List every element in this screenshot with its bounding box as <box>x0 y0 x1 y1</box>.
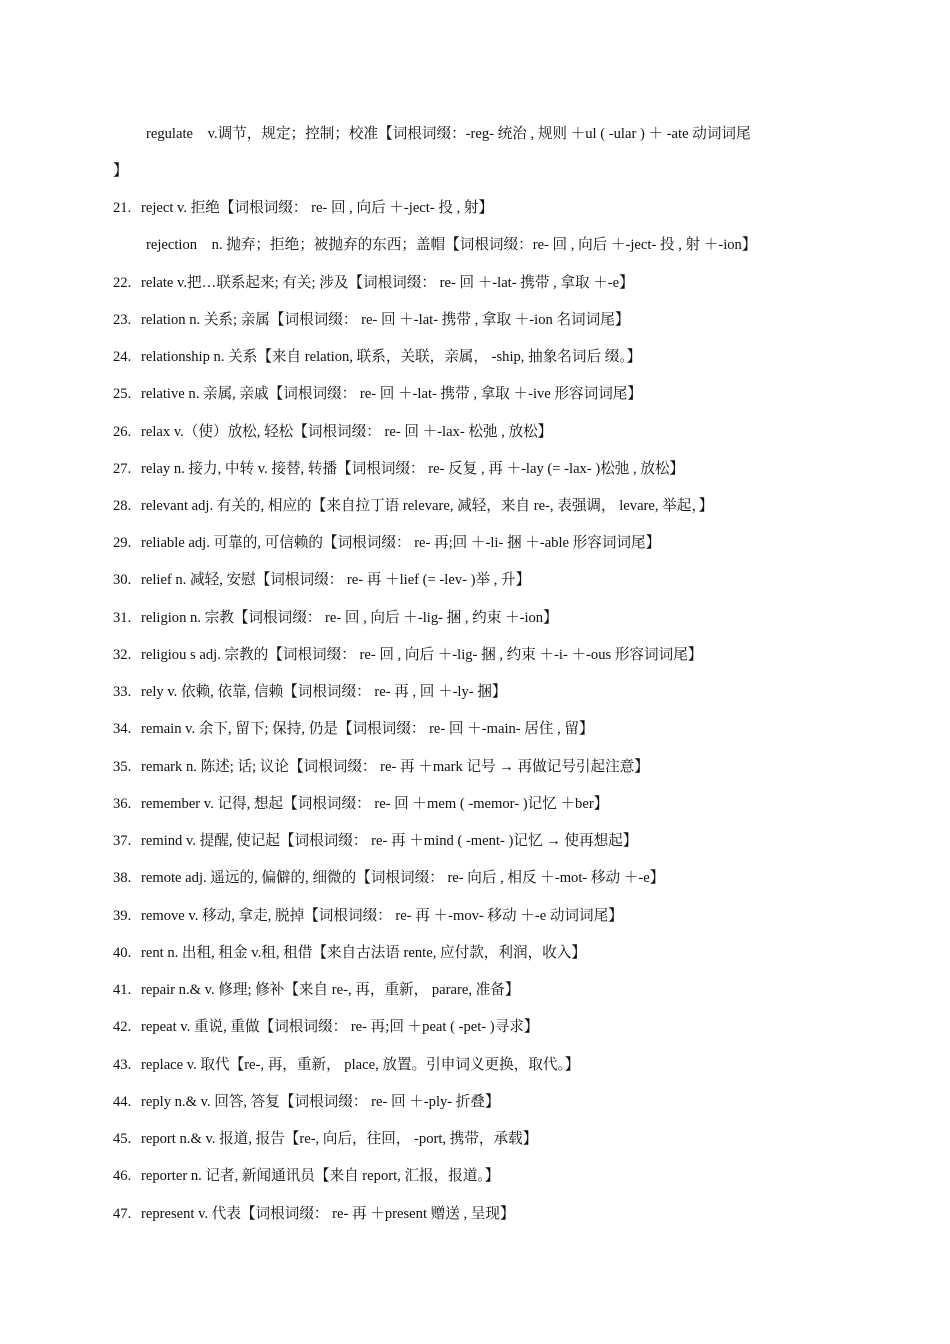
entry-29: 29. reliable adj. 可靠的, 可信赖的【词根词缀： re- 再;回 ＋-li- 捆 ＋-able 形容词词尾】 <box>113 535 661 551</box>
entry-34: 34. remain v. 余下, 留下; 保持, 仍是【词根词缀： re- 回 ＋-main- 居住 , 留】 <box>113 721 594 737</box>
entry-35: 35. remark n. 陈述; 话; 议论【词根词缀： re- 再 ＋mark 记号 → 再做记号引起注意】 <box>113 759 649 775</box>
entry-41: 41. repair n.& v. 修理; 修补【来自 re-, 再，重新， parare, 准备】 <box>113 982 520 998</box>
entry-rejection: rejection n. 抛弃；拒绝；被抛弃的东西；盖帽【词根词缀：re- 回 , 向后 ＋-ject- 投 , 射 ＋-ion】 <box>146 237 757 253</box>
entry-33: 33. rely v. 依赖, 依靠, 信赖【词根词缀： re- 再 , 回 ＋-ly- 捆】 <box>113 684 507 700</box>
entry-28: 28. relevant adj. 有关的, 相应的【来自拉丁语 relevare, 减轻，来自 re-, 表强调， levare, 举起，】 <box>113 498 714 514</box>
entry-45: 45. report n.& v. 报道, 报告【re-, 向后，往回， -port, 携带，承载】 <box>113 1131 538 1147</box>
entry-30: 30. relief n. 减轻, 安慰【词根词缀： re- 再 ＋lief (= -lev- )举 , 升】 <box>113 572 531 588</box>
entry-42: 42. repeat v. 重说, 重做【词根词缀： re- 再;回 ＋peat ( -pet- )寻求】 <box>113 1019 539 1035</box>
entry-44: 44. reply n.& v. 回答, 答复【词根词缀： re- 回 ＋-ply- 折叠】 <box>113 1094 500 1110</box>
entry-38: 38. remote adj. 遥远的, 偏僻的, 细微的【词根词缀： re- 向后 , 相反 ＋-mot- 移动 ＋-e】 <box>113 870 665 886</box>
entry-regulate: regulate v.调节，规定；控制；校准【词根词缀：-reg- 统治 , 规则 ＋ul ( -ular ) ＋ -ate 动词词尾 <box>146 126 751 142</box>
entry-24: 24. relationship n. 关系【来自 relation, 联系，关联，亲属， -ship, 抽象名词后 缀。】 <box>113 349 642 365</box>
entry-46: 46. reporter n. 记者, 新闻通讯员【来自 report, 汇报，报道。】 <box>113 1168 500 1184</box>
entry-regulate-continuation: 】 <box>113 163 129 179</box>
entry-43: 43. replace v. 取代【re-, 再，重新， place, 放置。引申词义更换，取代。】 <box>113 1057 580 1073</box>
entry-37: 37. remind v. 提醒, 使记起【词根词缀： re- 再 ＋mind ( -ment- )记忆 → 使再想起】 <box>113 833 638 849</box>
entry-47: 47. represent v. 代表【词根词缀： re- 再 ＋present 赠送 , 呈现】 <box>113 1206 515 1222</box>
entry-22: 22. relate v.把…联系起来; 有关; 涉及【词根词缀： re- 回 ＋-lat- 携带 , 拿取 ＋-e】 <box>113 275 634 291</box>
entry-27: 27. relay n. 接力, 中转 v. 接替, 转播【词根词缀： re- 反复 , 再 ＋-lay (= -lax- )松弛 , 放松】 <box>113 461 685 477</box>
entry-25: 25. relative n. 亲属, 亲戚【词根词缀： re- 回 ＋-lat- 携带 , 拿取 ＋-ive 形容词词尾】 <box>113 386 642 402</box>
entry-36: 36. remember v. 记得, 想起【词根词缀： re- 回 ＋mem ( -memor- )记忆 ＋ber】 <box>113 796 609 812</box>
entry-21: 21. reject v. 拒绝【词根词缀： re- 回 , 向后 ＋-ject- 投 , 射】 <box>113 200 494 216</box>
entry-23: 23. relation n. 关系; 亲属【词根词缀： re- 回 ＋-lat- 携带 , 拿取 ＋-ion 名词词尾】 <box>113 312 630 328</box>
entry-39: 39. remove v. 移动, 拿走, 脱掉【词根词缀： re- 再 ＋-mov- 移动 ＋-e 动词词尾】 <box>113 908 623 924</box>
entry-40: 40. rent n. 出租, 租金 v.租, 租借【来自古法语 rente, 应付款，利润，收入】 <box>113 945 586 961</box>
entry-31: 31. religion n. 宗教【词根词缀： re- 回 , 向后 ＋-lig- 捆 , 约束 ＋-ion】 <box>113 610 558 626</box>
entry-26: 26. relax v.（使）放松, 轻松【词根词缀： re- 回 ＋-lax- 松弛 , 放松】 <box>113 424 553 440</box>
entry-32: 32. religiou s adj. 宗教的【词根词缀： re- 回 , 向后 ＋-lig- 捆 , 约束 ＋-i- ＋-ous 形容词词尾】 <box>113 647 703 663</box>
